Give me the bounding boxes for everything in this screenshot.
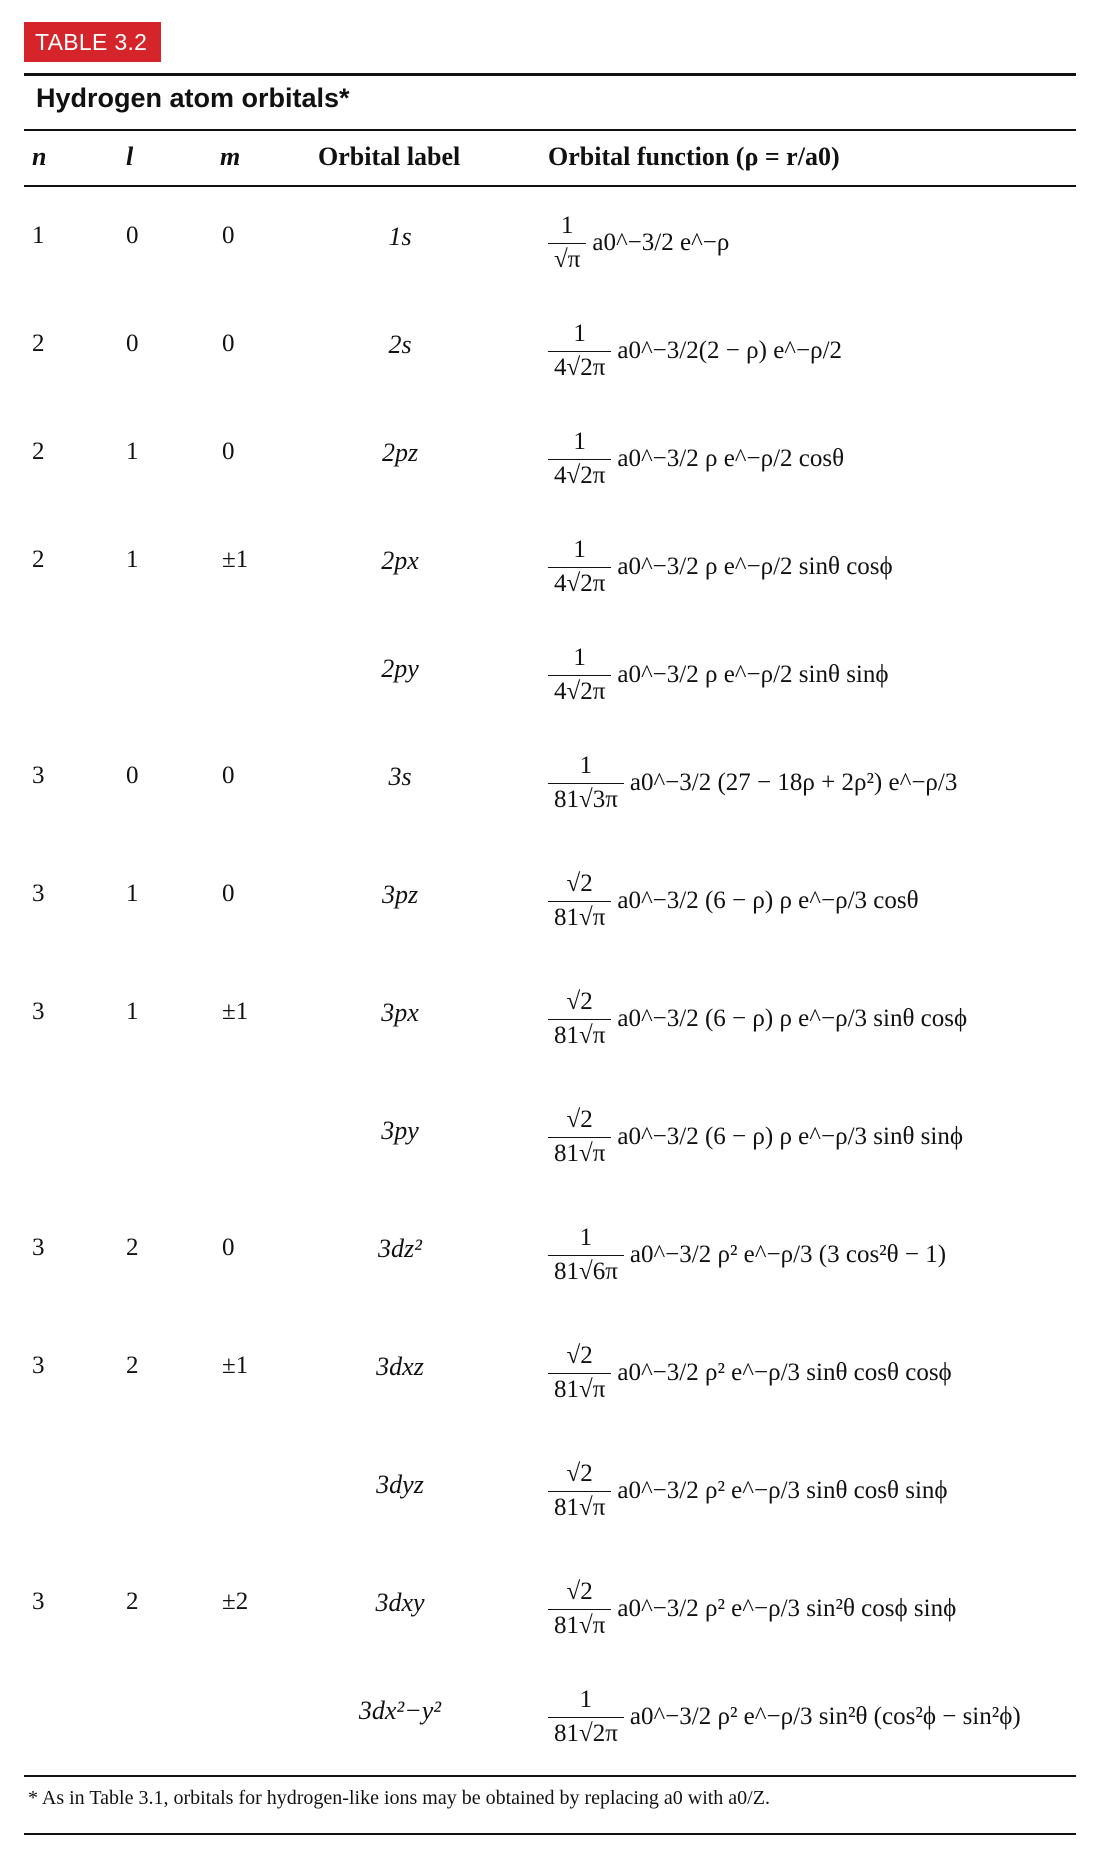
- orbital-function: [548, 1686, 1021, 1748]
- fraction-numerator: √2: [566, 1578, 593, 1605]
- normalization-fraction: [548, 536, 611, 598]
- orbital-function: [548, 536, 893, 598]
- orbital-function: [548, 320, 842, 382]
- row-m: ±1: [222, 546, 249, 573]
- top-rule: [24, 73, 1076, 76]
- orbital-label: 3dxy: [375, 1588, 425, 1617]
- table-row: [0, 1686, 1099, 1796]
- row-l: 0: [126, 762, 139, 789]
- fraction-denominator: 4√2π: [548, 351, 611, 382]
- row-l: 1: [126, 438, 139, 465]
- fraction-denominator: 81√π: [548, 1609, 611, 1640]
- function-expression: a0^−3/2 (6 − ρ) ρ e^−ρ/3 cosθ: [617, 887, 919, 914]
- row-m: 0: [222, 330, 235, 357]
- row-l: 1: [126, 998, 139, 1025]
- normalization-fraction: [548, 212, 586, 274]
- fraction-denominator: 4√2π: [548, 675, 611, 706]
- title-rule: [24, 129, 1076, 131]
- fraction-numerator: √2: [566, 1106, 593, 1133]
- row-n: 2: [32, 330, 45, 357]
- table-row: [0, 1106, 1099, 1216]
- table-tag: TABLE 3.2: [24, 22, 161, 62]
- function-expression: a0^−3/2 ρ e^−ρ/2 cosθ: [617, 445, 845, 472]
- table-row: [0, 212, 1099, 322]
- fraction-numerator: √2: [566, 870, 593, 897]
- footer-rule: [24, 1833, 1076, 1835]
- row-n: 3: [32, 880, 45, 907]
- function-expression: a0^−3/2 (6 − ρ) ρ e^−ρ/3 sinθ sinϕ: [617, 1123, 963, 1150]
- row-l: 2: [126, 1234, 139, 1261]
- fraction-denominator: 81√π: [548, 1373, 611, 1404]
- table-row: [0, 536, 1099, 646]
- row-n: 2: [32, 438, 45, 465]
- header-n: n: [32, 142, 47, 171]
- fraction-numerator: 1: [573, 536, 586, 563]
- orbital-function: [548, 752, 957, 814]
- orbital-label: 3dxz: [376, 1352, 424, 1381]
- row-l: 2: [126, 1352, 139, 1379]
- function-expression: a0^−3/2 ρ e^−ρ/2 sinθ cosϕ: [617, 553, 893, 580]
- orbital-function: [548, 870, 919, 932]
- fraction-denominator: 81√6π: [548, 1255, 624, 1286]
- normalization-fraction: [548, 1342, 611, 1404]
- row-m: 0: [222, 438, 235, 465]
- normalization-fraction: [548, 752, 624, 814]
- table-row: [0, 1342, 1099, 1452]
- fraction-denominator: 81√π: [548, 1491, 611, 1522]
- fraction-numerator: √2: [566, 1342, 593, 1369]
- orbital-function: [548, 988, 967, 1050]
- row-l: 0: [126, 222, 139, 249]
- header-m: m: [220, 142, 241, 171]
- fraction-denominator: 4√2π: [548, 459, 611, 490]
- orbital-label: 3py: [381, 1116, 419, 1145]
- normalization-fraction: [548, 1106, 611, 1168]
- normalization-fraction: [548, 870, 611, 932]
- table-row: [0, 870, 1099, 980]
- orbital-function: [548, 428, 844, 490]
- bottom-rule: [24, 1775, 1076, 1777]
- table-row: [0, 428, 1099, 538]
- normalization-fraction: [548, 1578, 611, 1640]
- normalization-fraction: [548, 1460, 611, 1522]
- orbital-label: 2px: [381, 546, 419, 575]
- row-n: 3: [32, 1352, 45, 1379]
- function-expression: a0^−3/2 ρ² e^−ρ/3 sinθ cosθ sinϕ: [617, 1477, 948, 1504]
- function-expression: a0^−3/2(2 − ρ) e^−ρ/2: [617, 337, 843, 364]
- orbital-label: 3px: [381, 998, 419, 1027]
- orbital-label: 3dx²−y²: [358, 1696, 442, 1725]
- row-l: 0: [126, 330, 139, 357]
- orbital-function: [548, 1460, 948, 1522]
- row-l: 1: [126, 880, 139, 907]
- orbital-label: 3s: [388, 762, 412, 791]
- orbital-function: [548, 1578, 956, 1640]
- fraction-numerator: 1: [579, 1224, 593, 1251]
- row-l: 2: [126, 1588, 139, 1615]
- normalization-fraction: [548, 1224, 624, 1286]
- table-row: [0, 320, 1099, 430]
- table-row: [0, 644, 1099, 754]
- row-m: 0: [222, 880, 235, 907]
- function-expression: a0^−3/2 ρ² e^−ρ/3 sin²θ cosϕ sinϕ: [617, 1595, 957, 1622]
- normalization-fraction: [548, 644, 611, 706]
- table-row: [0, 752, 1099, 862]
- footnote: * As in Table 3.1, orbitals for hydrogen-like ions may be obtained by replacing a0 with a0/Z.: [28, 1787, 770, 1809]
- function-expression: a0^−3/2 ρ e^−ρ/2 sinθ sinϕ: [617, 661, 889, 688]
- fraction-numerator: 1: [573, 320, 586, 347]
- row-n: 2: [32, 546, 45, 573]
- orbital-function: [548, 212, 729, 274]
- function-expression: a0^−3/2 (27 − 18ρ + 2ρ²) e^−ρ/3: [629, 769, 958, 796]
- row-m: ±1: [222, 1352, 249, 1379]
- normalization-fraction: [548, 320, 611, 382]
- table-row: [0, 988, 1099, 1098]
- orbital-label: 3pz: [381, 880, 419, 909]
- normalization-fraction: [548, 428, 611, 490]
- fraction-numerator: 1: [573, 428, 586, 455]
- row-m: ±1: [222, 998, 249, 1025]
- row-n: 3: [32, 998, 45, 1025]
- table-row: [0, 1224, 1099, 1334]
- fraction-denominator: 81√2π: [548, 1717, 624, 1748]
- orbital-label: 3dyz: [376, 1470, 424, 1499]
- row-n: 3: [32, 762, 45, 789]
- function-expression: a0^−3/2 e^−ρ: [592, 229, 730, 256]
- normalization-fraction: [548, 1686, 624, 1748]
- fraction-numerator: 1: [579, 752, 593, 779]
- orbital-label: 2pz: [381, 438, 419, 467]
- function-expression: a0^−3/2 ρ² e^−ρ/3 sinθ cosθ cosϕ: [617, 1359, 952, 1386]
- header-orbital-function: Orbital function (ρ = r/a0): [548, 142, 840, 171]
- table-title: Hydrogen atom orbitals*: [36, 83, 350, 113]
- orbital-function: [548, 644, 889, 706]
- row-l: 1: [126, 546, 139, 573]
- fraction-numerator: √2: [566, 1460, 593, 1487]
- fraction-denominator: √π: [548, 243, 586, 274]
- fraction-denominator: 81√π: [548, 901, 611, 932]
- row-n: 3: [32, 1234, 45, 1261]
- orbital-function: [548, 1106, 963, 1168]
- orbital-label: 2s: [388, 330, 412, 359]
- table-row: [0, 1578, 1099, 1688]
- orbital-label: 2py: [381, 654, 419, 683]
- fraction-numerator: √2: [566, 988, 593, 1015]
- orbital-function: [548, 1342, 952, 1404]
- row-m: 0: [222, 1234, 235, 1261]
- function-expression: a0^−3/2 ρ² e^−ρ/3 sin²θ (cos²ϕ − sin²ϕ): [629, 1703, 1021, 1730]
- orbital-label: 1s: [388, 222, 412, 251]
- row-m: 0: [222, 762, 235, 789]
- fraction-denominator: 81√π: [548, 1019, 611, 1050]
- table-row: [0, 1460, 1099, 1570]
- orbital-function: [548, 1224, 946, 1286]
- orbital-label: 3dz²: [378, 1234, 422, 1263]
- normalization-fraction: [548, 988, 611, 1050]
- header-orbital-label: Orbital label: [318, 142, 461, 171]
- function-expression: a0^−3/2 (6 − ρ) ρ e^−ρ/3 sinθ cosϕ: [617, 1005, 968, 1032]
- fraction-numerator: 1: [560, 212, 574, 239]
- header-l: l: [126, 142, 134, 171]
- row-m: ±2: [222, 1588, 249, 1615]
- row-n: 1: [32, 222, 45, 249]
- fraction-numerator: 1: [573, 644, 586, 671]
- fraction-numerator: 1: [579, 1686, 593, 1713]
- fraction-denominator: 4√2π: [548, 567, 611, 598]
- function-expression: a0^−3/2 ρ² e^−ρ/3 (3 cos²θ − 1): [629, 1241, 947, 1268]
- fraction-denominator: 81√π: [548, 1137, 611, 1168]
- row-m: 0: [222, 222, 235, 249]
- fraction-denominator: 81√3π: [548, 783, 624, 814]
- header-rule: [24, 185, 1076, 187]
- row-n: 3: [32, 1588, 45, 1615]
